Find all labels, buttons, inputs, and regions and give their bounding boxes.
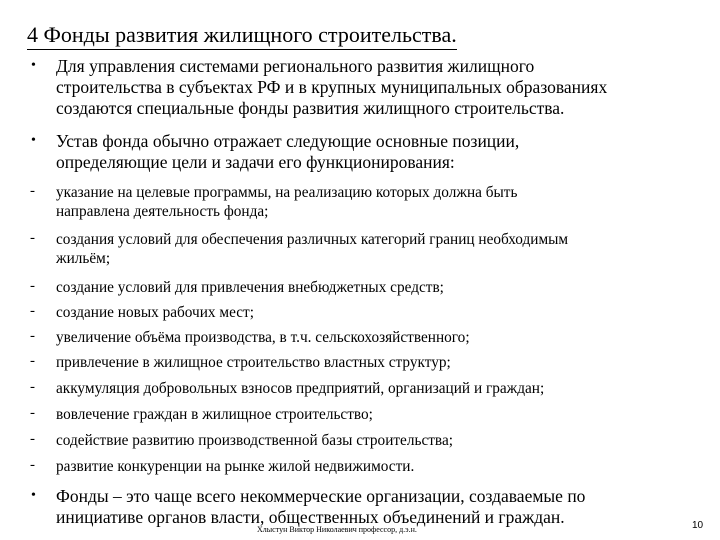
text-line: привлечение в жилищное строительство властных структур; bbox=[56, 354, 451, 371]
dash-text bbox=[56, 278, 706, 297]
dash-text bbox=[56, 457, 706, 476]
dash-text bbox=[56, 379, 706, 398]
bullet-text bbox=[56, 131, 706, 173]
dash-marker: - bbox=[30, 353, 35, 369]
bullet-text bbox=[56, 486, 706, 528]
page-title: 4 Фонды развития жилищного строительства. bbox=[27, 22, 457, 50]
dash-marker: - bbox=[30, 379, 35, 395]
dash-text bbox=[56, 431, 706, 450]
bullet-marker: • bbox=[31, 58, 36, 73]
text-line: указание на целевые программы, на реализацию которых должна быть bbox=[56, 184, 518, 201]
text-line: создание условий для привлечения внебюджетных средств; bbox=[56, 279, 444, 296]
dash-text bbox=[56, 230, 706, 268]
text-line: Фонды – это чаще всего некоммерческие организации, создаваемые по bbox=[56, 486, 586, 506]
text-line: развитие конкуренции на рынке жилой недвижимости. bbox=[56, 458, 415, 475]
dash-marker: - bbox=[30, 431, 35, 447]
footer-author: Хлыстун Виктор Николаевич профессор, д.э.н. bbox=[257, 525, 417, 534]
dash-text bbox=[56, 303, 706, 322]
bullet-marker: • bbox=[31, 133, 36, 148]
text-line: Устав фонда обычно отражает следующие основные позиции, bbox=[56, 131, 520, 151]
text-line: инициативе органов власти, общественных объединений и граждан. bbox=[56, 507, 565, 527]
text-line: жильём; bbox=[56, 250, 111, 267]
text-line: аккумуляция добровольных взносов предприятий, организаций и граждан; bbox=[56, 380, 545, 397]
text-line: создание новых рабочих мест; bbox=[56, 304, 254, 321]
dash-marker: - bbox=[30, 457, 35, 473]
text-line: увеличение объёма производства, в т.ч. сельскохозяйственного; bbox=[56, 329, 470, 346]
text-line: содействие развитию производственной базы строительства; bbox=[56, 432, 453, 449]
text-line: определяющие цели и задачи его функционирования: bbox=[56, 152, 455, 172]
dash-marker: - bbox=[30, 328, 35, 344]
text-line: создаются специальные фонды развития жилищного строительства. bbox=[56, 98, 565, 118]
page-number: 10 bbox=[692, 520, 704, 531]
bullet-marker: • bbox=[31, 488, 36, 503]
text-line: вовлечение граждан в жилищное строительство; bbox=[56, 406, 373, 423]
dash-text bbox=[56, 353, 706, 372]
text-line: направлена деятельность фонда; bbox=[56, 203, 269, 220]
dash-marker: - bbox=[30, 183, 35, 199]
bullet-text bbox=[56, 56, 706, 119]
dash-marker: - bbox=[30, 230, 35, 246]
dash-text bbox=[56, 405, 706, 424]
text-line: Для управления системами регионального развития жилищного bbox=[56, 56, 535, 76]
dash-marker: - bbox=[30, 278, 35, 294]
dash-marker: - bbox=[30, 303, 35, 319]
dash-text bbox=[56, 183, 706, 221]
dash-text bbox=[56, 328, 706, 347]
text-line: создания условий для обеспечения различных категорий границ необходимым bbox=[56, 231, 569, 248]
text-line: строительства в субъектах РФ и в крупных муниципальных образованиях bbox=[56, 77, 608, 97]
dash-marker: - bbox=[30, 405, 35, 421]
